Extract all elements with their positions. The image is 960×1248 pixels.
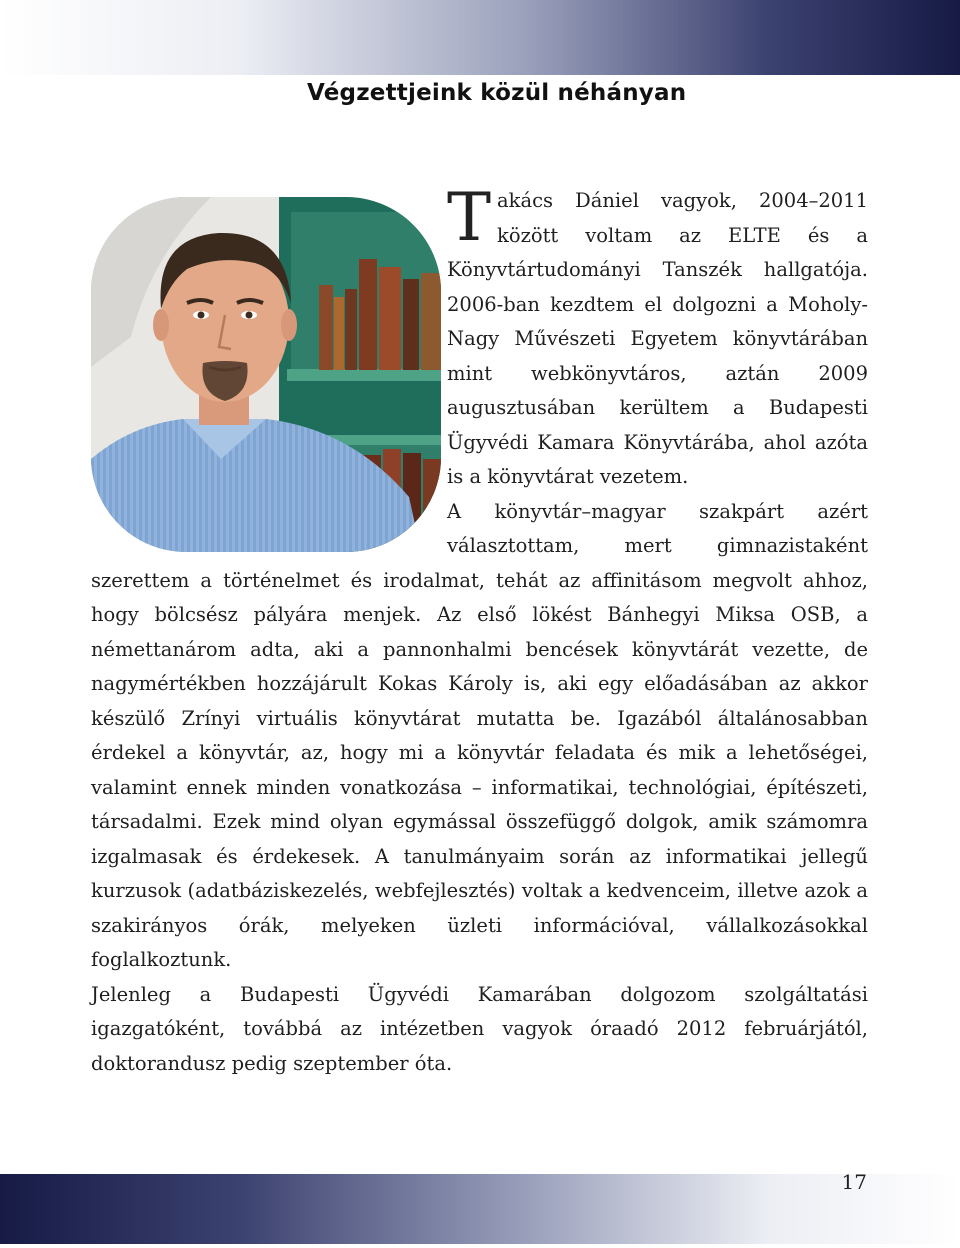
paragraph-current: Jelenleg a Budapesti Ügyvédi Kamarában dolgozom szolgáltatási igazgatóként, továbbá az intézetben vagyok óraadó 2012 februárjától, doktorandusz pedig szeptember óta. [91, 982, 868, 1075]
photo-wrap-space [91, 184, 447, 560]
top-decorative-band [0, 0, 960, 75]
article-body [91, 179, 868, 1081]
drop-cap: T [447, 179, 492, 256]
bottom-decorative-band [0, 1174, 960, 1244]
page-number: 17 [841, 1170, 867, 1194]
paragraph-intro-text: akács Dániel vagyok, 2004–2011 között voltam az ELTE és a Könyvtártudományi Tanszék hallgatója. 2006-ban kezdtem el dolgozni a Moholy-Nagy Művészeti Egyetem könyvtárában mint webkönyvtáros, aztán 2009 augusztusában kerültem a Budapesti Ügyvédi Kamara Könyvtárába, ahol azóta is a könyvtárat vezetem. [447, 189, 868, 488]
page-title: Végzettjeink közül néhányan [307, 80, 687, 106]
paragraph-studies: A könyvtár–magyar szakpárt azért választottam, mert gimnazistaként szerettem a történelmet és irodalmat, tehát az affinitásom megvolt ahhoz, hogy bölcsész pályára menjek. Az első lökést Bánhegyi Miksa OSB, a némettanárom adta, aki a pannonhalmi bencések könyvtárát vezette, de nagymértékben hozzájárult Kokas Károly is, aki egy előadásában az akkor készülő Zrínyi virtuális könyvtárat mutatta be. Igazából általánosabban érdekel a könyvtár, az, hogy mi a könyvtár feladata és mik a lehetőségei, valamint ennek minden vonatkozása – informatikai, technológiai, építészeti, társadalmi. Ezek mind olyan egymással összefüggő dolgok, amik számomra izgalmasak és érdekesek. A tanulmányaim során az informatikai jellegű kurzusok (adatbáziskezelés, webfejlesztés) voltak a kedvenceim, illetve azok a szakirányos órák, melyeken üzleti információval, vállalkozásokkal foglalkoztunk. [91, 499, 868, 971]
